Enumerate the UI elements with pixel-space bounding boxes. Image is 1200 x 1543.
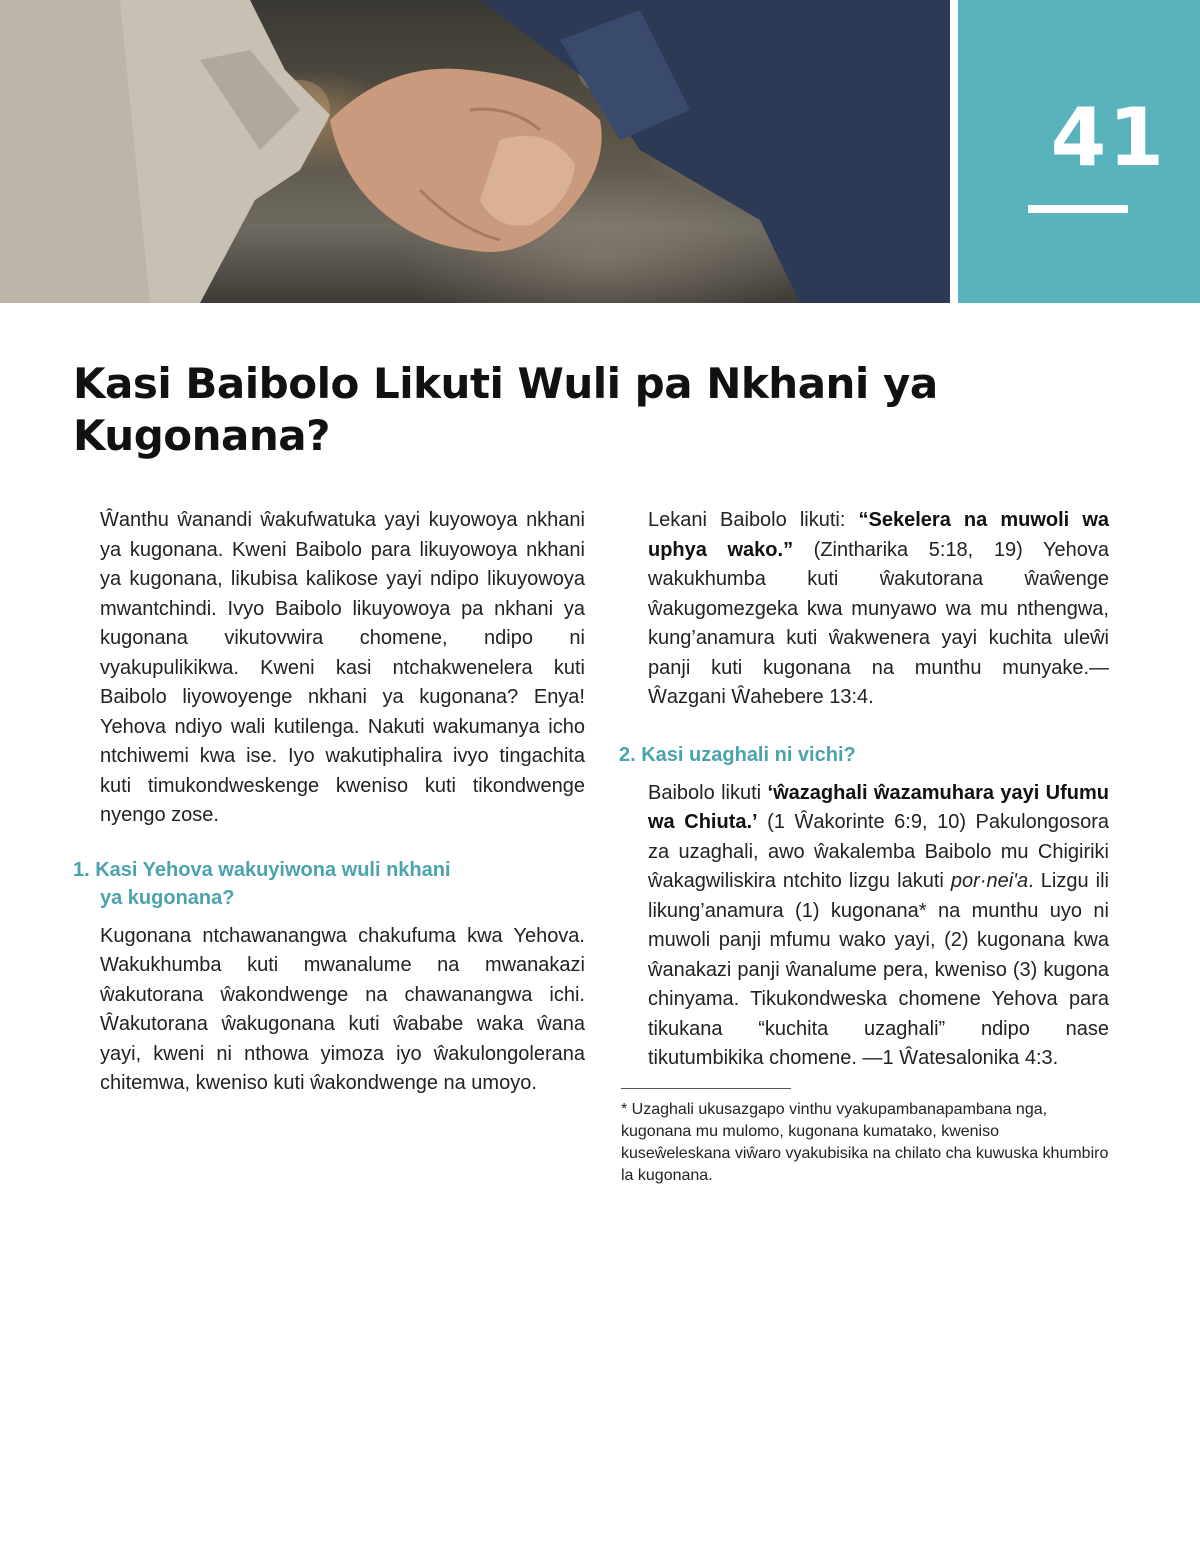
page-title: Kasi Baibolo Likuti Wuli pa Nkhani ya Kugonana? xyxy=(73,359,938,460)
holding-hands-illustration xyxy=(0,0,950,303)
question-1-heading-line1: 1. Kasi Yehova wakuyiwona wuli nkhani xyxy=(73,858,451,881)
question-2-body-part-1: Baibolo likuti xyxy=(648,781,768,804)
question-2-body xyxy=(648,779,1109,1074)
question-1-body-continued xyxy=(648,506,1109,713)
question-2-heading: 2. Kasi uzaghali ni vichi? xyxy=(619,743,856,766)
question-1-heading xyxy=(73,856,585,912)
right-column xyxy=(621,506,1109,1187)
right-column-continuation xyxy=(621,506,1109,1187)
scripture-quote-1-cont: “Sekelera na muwoli wa uphya wako.” xyxy=(648,509,1110,561)
footnote: * Uzaghali ukusazgapo vinthu vyakupambanapambana nga, kugonana mu mulomo, kugonana kumatako, kweniso kuseŵeleskana viŵaro vyakubisika na chilato cha kuwuska khumbiro la kugonana. xyxy=(621,1100,1109,1184)
intro-paragraph: Ŵanthu ŵanandi ŵakufwatuka yayi kuyowoya nkhani ya kugonana. Kweni Baibolo para likuyowoya nkhani ya kugonana, likubisa kalikose yayi ndipo likuyowoya mwantchindi. Ivyo Baibolo likuyowoya pa nkhani ya kugonana vikutovwira chomene, ndipo ni vyakupulikikwa. Kweni kasi ntchakwenelera kuti Baibolo liyowoyenge nkhani ya kugonana? Enya! Yehova ndiyo wali kutilenga. Nakuti wakumanya icho ntchiwemi kwa ise. Iyo wakutiphalira ivyo tingachita kuti timukondweskenge kweniso kuti tikondwenge nyengo zose. xyxy=(100,509,585,826)
chapter-underline xyxy=(1028,205,1128,213)
question-2-body-part-2: ‘ŵazaghali ŵazamuhara yayi Ufumu wa Chiuta.’ xyxy=(648,781,1110,833)
question-2-body-part-5: . Lizgu ili likung’anamura (1) kugonana* na munthu uyo ni muwoli panji mfumu wako yayi, (2) kugonana kwa ŵanakazi panji ŵanalume pera, kweniso (3) kugona chinyama. Tikukondweska chomene Yehova para tikukana “kuchita uzaghali” ndipo nase tikutumbikika chomene. —1 Ŵatesalonika 4:3. xyxy=(648,870,1109,1069)
question-1-heading-line2: ya kugonana? xyxy=(100,886,235,909)
question-1-body xyxy=(100,922,585,1099)
question-1-body-text: Kugonana ntchawanangwa chakufuma kwa Yehova. Wakukhumba kuti mwanalume na mwanakazi ŵakutorana ŵakondwenge na chawanangwa ichi. Ŵakutorana ŵakugonana kuti ŵababe waka ŵana yayi, kweni ni nthowa yimoza iyo ŵakulongolerana chitemwa, kweniso kuti ŵakondwenge na umoyo. xyxy=(100,924,585,1094)
chapter-badge xyxy=(958,0,1200,303)
question-2-body-part-4: por·neiʹa xyxy=(950,870,1029,892)
left-column xyxy=(73,506,585,1099)
hero-photo xyxy=(0,0,950,303)
question-1-body-text-cont: Lekani Baibolo likuti: xyxy=(648,509,859,531)
question-2-body-part-3: (1 Ŵakorinte 6:9, 10) Pakulongosora za uzaghali, awo ŵakalemba Baibolo mu Chigiriki ŵakagwiliskira ntchito lizgu lakuti xyxy=(648,811,1109,892)
chapter-number: 41 xyxy=(1050,91,1166,184)
question-1-body-text-2-cont: (Zintharika 5:18, 19) Yehova wakukhumba kuti ŵakutorana ŵaŵenge ŵakugomezgeka kwa munyawo wa mu nthengwa, kung’anamura kuti ŵakwenera yayi kuchita uleŵi panji kuti kugonana na munthu munyake.—Ŵazgani Ŵahebere 13:4. xyxy=(648,538,1109,708)
